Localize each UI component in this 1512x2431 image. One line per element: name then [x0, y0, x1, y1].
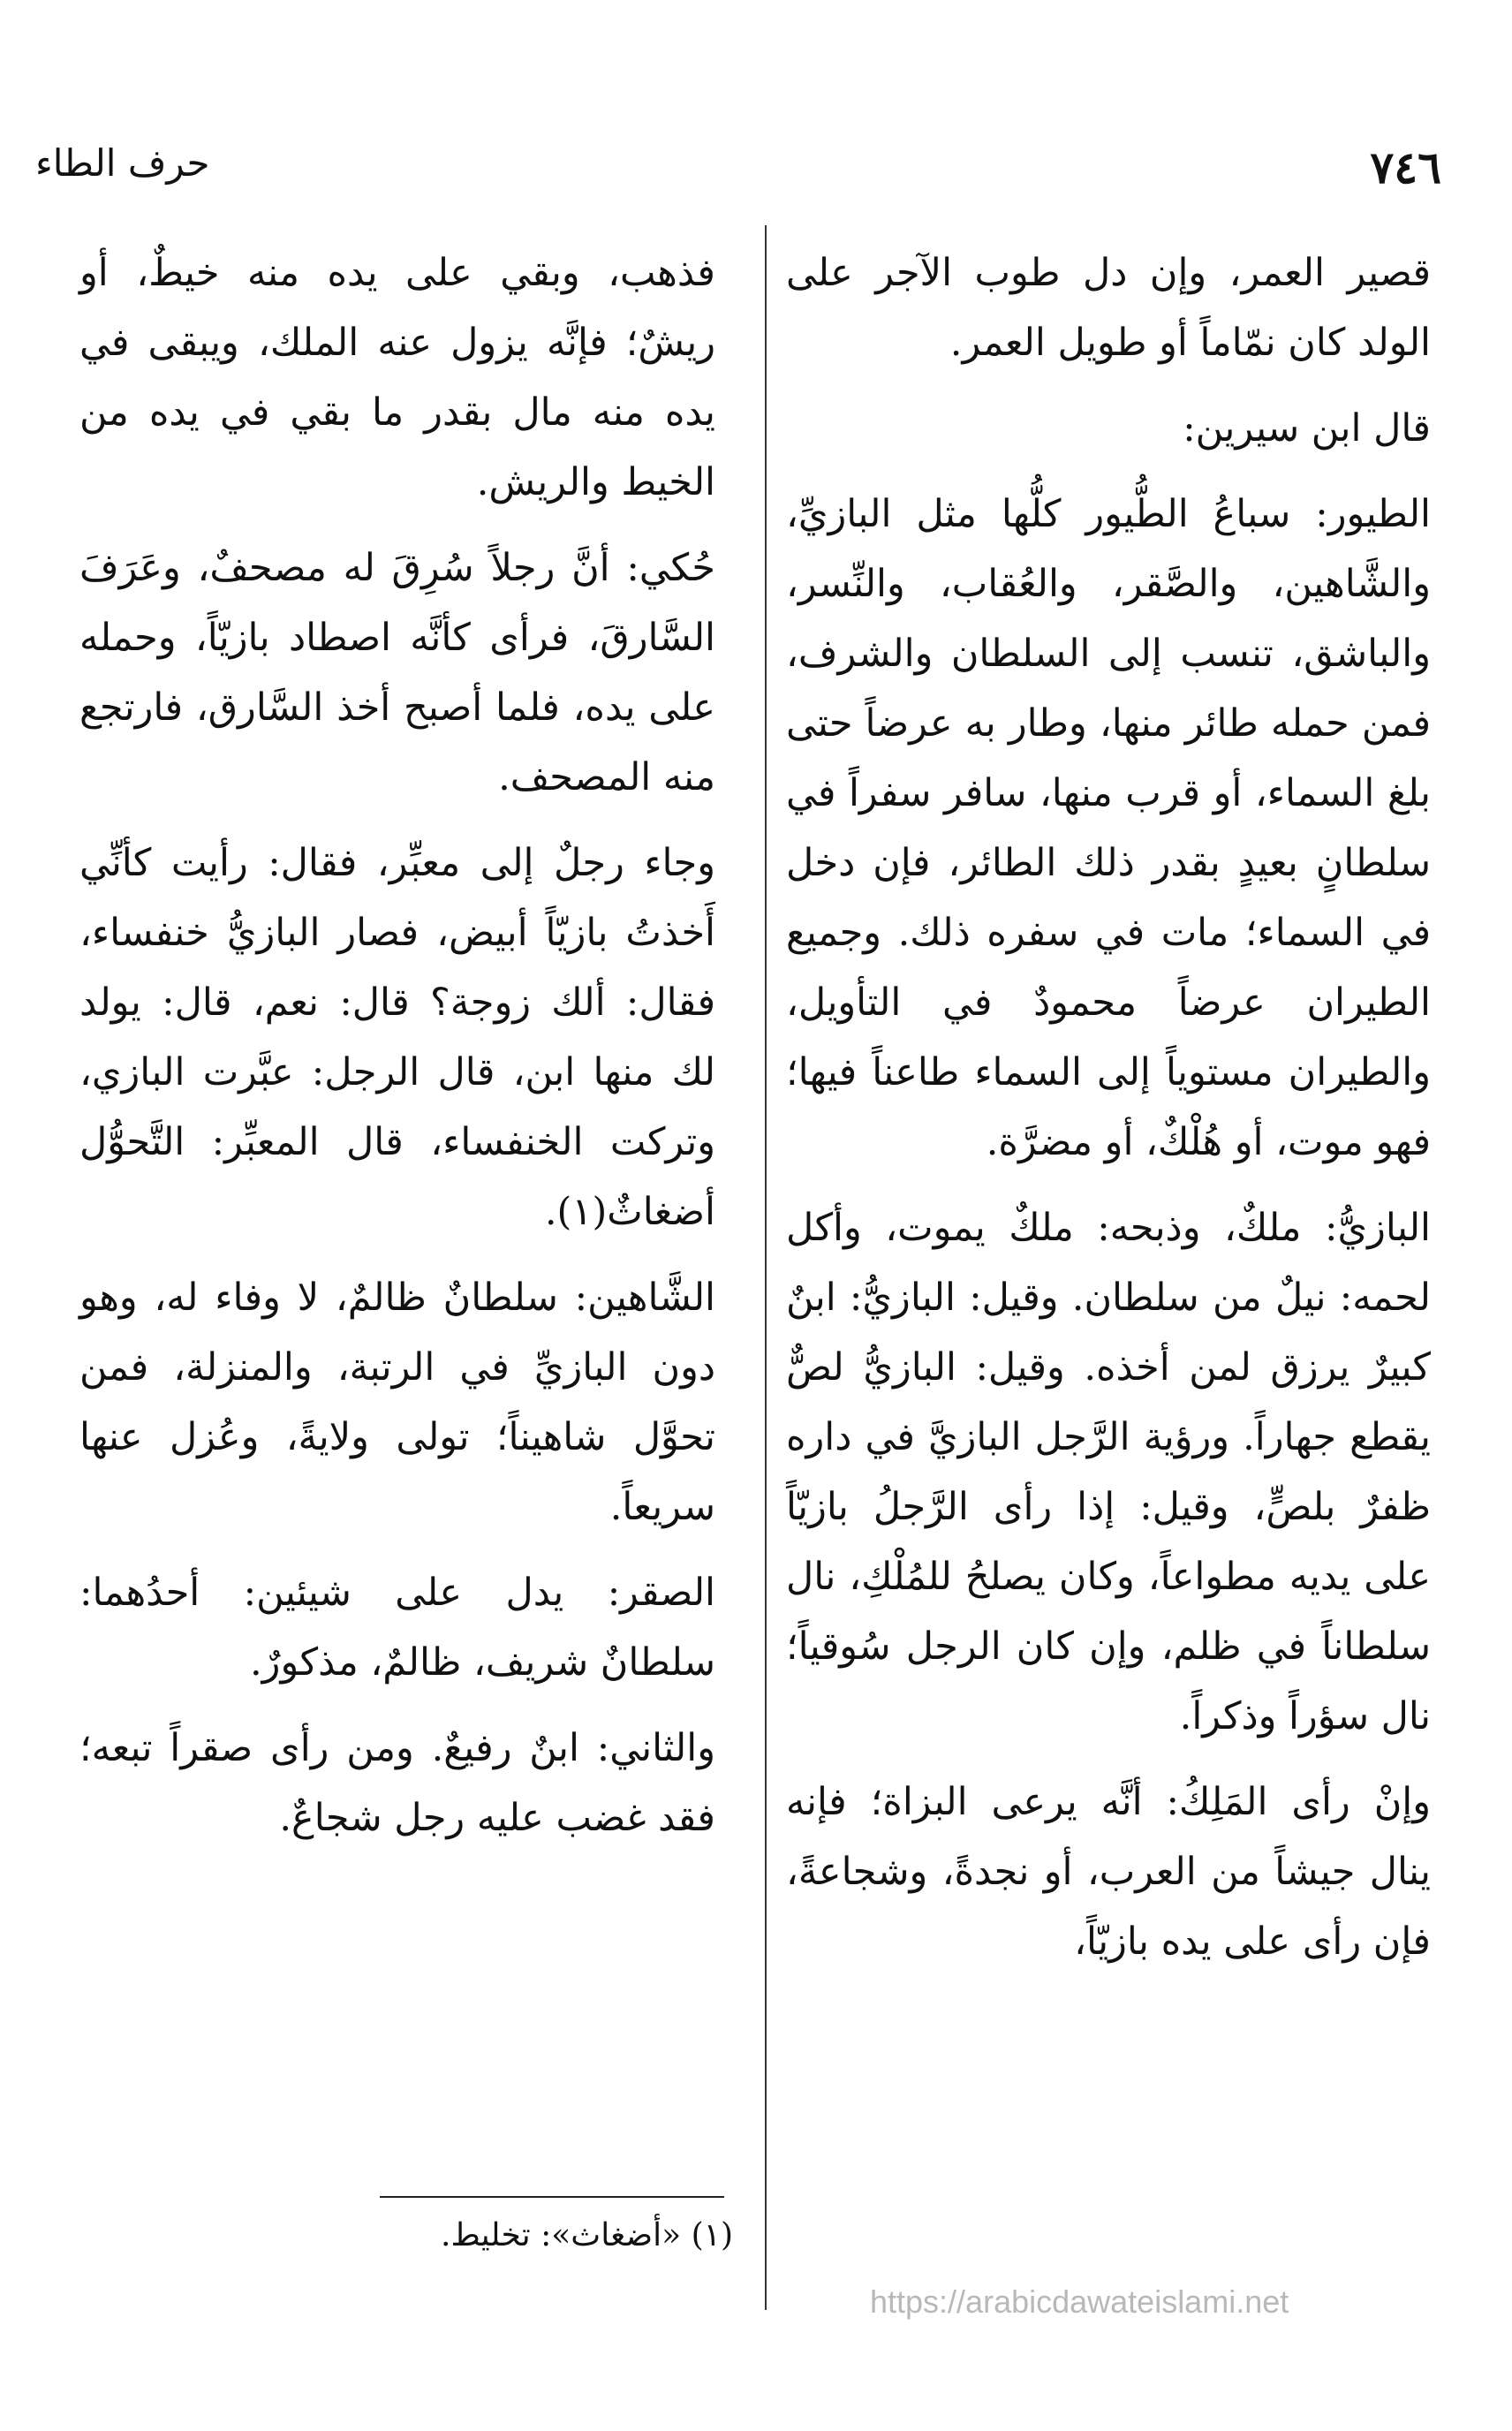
paragraph: الشَّاهين: سلطانٌ ظالمٌ، لا وفاء له، وهو دون البازيِّ في الرتبة، والمنزلة، فمن تحوَّل شاهيناً؛ تولى ولايةً، وعُزل عنها سريعاً.	[79, 1276, 715, 1529]
footnote: (١) «أضغاث»: تخليط.	[441, 2217, 733, 2253]
paragraph: البازيُّ: ملكٌ، وذبحه: ملكٌ يموت، وأكل لحمه: نيلٌ من سلطان. وقيل: البازيُّ: ابنٌ كبيرٌ يرزق لمن أخذه. وقيل: البازيُّ لصٌّ يقطع جهاراً. ورؤية الرَّجل البازيَّ في داره ظفرٌ بلصٍّ، وقيل: إذا رأى الرَّجلُ بازيّاً على يديه مطواعاً، وكان يصلحُ للمُلْكِ، نال سلطاناً في ظلم، وإن كان الرجل سُوقياً؛ نال سؤراً وذكراً.	[786, 1206, 1431, 1738]
page-number: ٧٤٦	[1370, 141, 1441, 193]
running-title: حرف الطاء	[35, 141, 210, 185]
paragraph: فذهب، وبقي على يده منه خيطٌ، أو ريشٌ؛ فإنَّه يزول عنه الملك، ويبقى في يده منه مال بقدر ما بقي في يده من الخيط والريش.	[79, 251, 715, 504]
page-header	[35, 141, 1441, 212]
paragraph: قصير العمر، وإن دل طوب الآجر على الولد كان نمّاماً أو طويل العمر.	[786, 251, 1431, 365]
paragraph: وإنْ رأى المَلِكُ: أنَّه يرعى البزاة؛ فإنه ينال جيشاً من العرب، أو نجدةً، وشجاعةً، فإن رأى على يده بازيّاً،	[786, 1780, 1431, 1964]
paragraph: قال ابن سيرين:	[1183, 406, 1431, 451]
left-column	[79, 239, 715, 1869]
paragraph: الصقر: يدل على شيئين: أحدُهما: سلطانٌ شريف، ظالمٌ، مذكورٌ.	[79, 1571, 715, 1685]
footnote-rule	[380, 2196, 724, 2198]
paragraph: وجاء رجلٌ إلى معبِّر، فقال: رأيت كأنِّي أَخذتُ بازيّاً أبيض، فصار البازيُّ خنفساء، فقال: ألك زوجة؟ قال: نعم، قال: يولد لك منها ابن، قال الرجل: عبَّرت البازي، وتركت الخنفساء، قال المعبِّر: التَّحوُّل أضغاثٌ(١).	[79, 841, 715, 1234]
paragraph: والثاني: ابنٌ رفيعٌ. ومن رأى صقراً تبعه؛ فقد غضب عليه رجل شجاعٌ.	[79, 1726, 715, 1840]
watermark-url: https://arabicdawateislami.net	[870, 2283, 1289, 2320]
paragraph: الطيور: سباعُ الطُّيور كلُّها مثل البازيِّ، والشَّاهين، والصَّقر، والعُقاب، والنِّسر، والباشق، تنسب إلى السلطان والشرف، فمن حمله طائر منها، وطار به عرضاً حتى بلغ السماء، أو قرب منها، سافر سفراً في سلطانٍ بعيدٍ بقدر ذلك الطائر، فإن دخل في السماء؛ مات في سفره ذلك. وجميع الطيران عرضاً محمودٌ في التأويل، والطيران مستوياً إلى السماء طاعناً فيها؛ فهو موت، أو هُلْكٌ، أو مضرَّة.	[786, 492, 1431, 1164]
column-divider	[765, 225, 767, 2310]
paragraph: حُكي: أنَّ رجلاً سُرِقَ له مصحفٌ، وعَرَفَ السَّارقَ، فرأى كأنَّه اصطاد بازيّاً، وحمله على يده، فلما أصبح أخذ السَّارق، فارتجع منه المصحف.	[79, 546, 715, 799]
right-column	[786, 239, 1431, 1993]
